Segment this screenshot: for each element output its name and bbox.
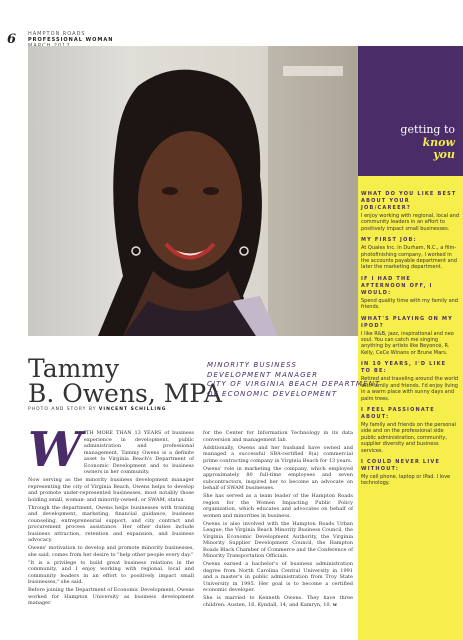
title-line-1: MINORITY BUSINESS — [207, 361, 297, 369]
title-line-3: CITY OF VIRGINIA BEACH DEPARTMENT — [207, 380, 381, 388]
article-paragraph: "It is a privilege to build great business relations in the community, and I enjoy working with regional, local and community leaders in an effort to positively impact small businesses," she said. — [28, 559, 194, 585]
end-mark: w — [332, 601, 338, 608]
byline-author: VINCENT SCHILLING — [98, 407, 167, 412]
byline-prefix: PHOTO AND STORY BY — [28, 407, 97, 412]
article-final-text: She is married to Kenneth Owens. They have three children: Austen, 16, Kyndall, 14, and Kamryn, 10. — [203, 595, 353, 608]
article-paragraph: Owens' motivation to develop and promote minority businesses, she said, comes from her desire to "help other people every day." — [28, 545, 194, 558]
qa-question: I COULD NEVER LIVE WITHOUT: — [361, 458, 441, 472]
qa-question: IF I HAD THE AFTERNOON OFF, I WOULD: — [361, 275, 433, 296]
title-line-4: OF ECONOMIC DEVELOPMENT — [207, 389, 338, 398]
article-paragraph: Before joining the Department of Economic Development, Owens worked for Hampton University as business development manager — [28, 587, 194, 606]
profile-job-title — [207, 361, 380, 399]
article-paragraph: Through the department, Owens helps businesses with training and development, marketing, financial guidance, business counseling, entrepreneurial support, and city contract and procurement process assistance. Her other duties include business attraction, retention and expansion, and business advocacy. — [28, 504, 194, 543]
qa-answer: At Quales Inc. in Durham, N.C., a film-photofinishing company, I worked in the accounts payable department and later the marketing department. — [361, 245, 457, 271]
page-number: 6 — [7, 32, 17, 47]
name-line-1: Tammy — [28, 354, 120, 383]
article-paragraph: Additionally, Owens and her husband have owned and managed a successful SBA-certified 8(a) commercial prime contracting company in Virginia Beach for 13 years. — [203, 444, 353, 464]
qa-answer: I enjoy working with regional, local and community leaders in an effort to positively impact small businesses. — [361, 213, 460, 232]
profile-name — [28, 356, 222, 406]
sidebar-heading-1: getting to — [400, 123, 455, 136]
portrait-illustration — [28, 46, 358, 336]
article-paragraph: Owens is also involved with the Hampton Roads Urban League, the Virginia Beach Minority Business Council, the Virginia Economic Development Authority, the Virginia Minority Supplier Development Council, the Hampton Roads Black Chamber of Commerce and the Conference of Minority Transportation Officials. — [203, 520, 353, 559]
portrait-photo — [28, 46, 358, 336]
article-paragraph: She has served as a team leader of the Hampton Roads region for the Women Impacting Public Policy organization, which educates and advocates on behalf of women and minorities in business. — [203, 493, 353, 519]
page-header — [0, 0, 463, 50]
article-paragraph: Owens' role in marketing the company, which employed approximately 80 full-time employees and seven subcontractors, inspired her to become an advocate on behalf of SWAM businesses. — [203, 465, 353, 491]
sidebar-header-block — [358, 46, 463, 176]
drop-cap: W — [28, 422, 82, 478]
masthead-line-2: PROFESSIONAL WOMAN — [28, 37, 114, 43]
masthead-line-1: HAMPTON ROADS — [28, 31, 86, 37]
article-column-1 — [28, 422, 194, 608]
article-paragraph: Owens earned a bachelor's of business administration degree from North Carolina Central University in 1991 and a master's in public administration from Troy State University in 1995. Her goal is to become a certified economic developer. — [203, 561, 353, 593]
sidebar-qa-list — [361, 186, 459, 487]
qa-question: MY FIRST JOB: — [361, 237, 417, 244]
qa-answer: Spend quality time with my family and friends. — [361, 297, 458, 311]
sidebar-heading-2: know — [422, 136, 455, 149]
qa-question: I FEEL PASSIONATE ABOUT: — [361, 406, 435, 420]
qa-question: WHAT DO YOU LIKE BEST ABOUT YOUR JOB/CAREER? — [361, 191, 457, 211]
article-paragraph-last — [203, 595, 353, 608]
article-paragraph: ITH MORE THAN 13 YEARS of business experience in development, public administration and professional management, Tammy Owens is a definite asset to Virginia Beach's Department of Economic Development and to business owners in her community. — [83, 430, 194, 475]
byline — [28, 407, 166, 412]
qa-question: WHAT'S PLAYING ON MY IPOD? — [361, 315, 453, 329]
qa-answer: My cell phone, laptop or iPad. I love technology. — [361, 473, 451, 487]
qa-answer: My family and friends on the personal side and on the professional side public administration, community, supplier diversity and business services. — [361, 421, 456, 454]
article-paragraph: Now serving as the minority business development manager representing the city of Virginia Beach, Owens helps to develop and promote under-represented businesses, most notably those holding small, woman- and minority-owned, or SWAM, status. — [28, 477, 194, 503]
article-paragraph: for the Center for Information Technology in its data conversion and management lab. — [203, 430, 353, 443]
qa-answer: Retired and traveling around the world with family and friends. I'd enjoy living in a warm place with sunny days and palm trees. — [361, 376, 459, 402]
article-column-2 — [203, 430, 353, 610]
name-line-2: B. Owens, MPA — [28, 379, 222, 408]
qa-answer: I like R&B, jazz, inspirational and neo soul. You can catch me singing anything by artists like Beyoncé, R. Kelly, CeCe Winans or Brune Mars. — [361, 330, 454, 356]
title-line-2: DEVELOPMENT MANAGER — [207, 370, 319, 379]
qa-question: IN 10 YEARS, I'D LIKE TO BE: — [361, 361, 447, 375]
sidebar-heading-3: you — [433, 148, 455, 161]
